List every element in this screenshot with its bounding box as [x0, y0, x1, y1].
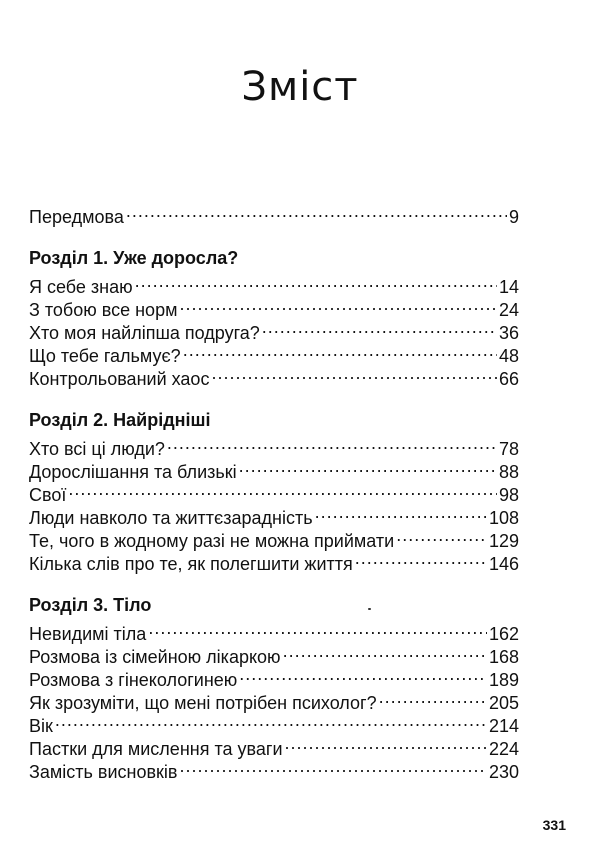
leader-dots: [239, 663, 487, 686]
toc-entry-page: 66: [498, 369, 519, 389]
toc-entry[interactable]: [29, 432, 519, 459]
toc-entry-label: Передмова: [29, 207, 124, 227]
toc-entry-page: 88: [498, 462, 519, 482]
toc-entry-label: Контрольований хаос: [29, 369, 210, 389]
toc-entry[interactable]: [29, 732, 519, 759]
toc-entry-page: 14: [498, 277, 519, 297]
leader-dots: [167, 432, 497, 455]
toc-entry[interactable]: [29, 501, 519, 528]
leader-dots: [183, 339, 497, 362]
toc-entry-page: 9: [508, 207, 519, 227]
toc-entry-page: 230: [488, 762, 519, 782]
toc-entry[interactable]: [29, 709, 519, 736]
table-of-contents: [29, 200, 519, 782]
toc-entry-label: Невидимі тіла: [29, 624, 147, 644]
toc-entry[interactable]: [29, 478, 519, 505]
toc-entry-label: Розмова з гінекологинею: [29, 670, 238, 690]
toc-entry-label: Як зрозуміти, що мені потрібен психолог?: [29, 693, 377, 713]
toc-entry-label: Хто всі ці люди?: [29, 439, 165, 459]
leader-dots: [179, 755, 487, 778]
toc-entry-page: 98: [498, 485, 519, 505]
toc-entry-label: Розмова із сімейною лікаркою: [29, 647, 281, 667]
toc-entry-label: Те, чого в жодному разі не можна приймати: [29, 531, 395, 551]
toc-entry-label: Люди навколо та життєзарадність: [29, 508, 313, 528]
leader-dots: [55, 709, 487, 732]
toc-entry-page: 189: [488, 670, 519, 690]
leader-dots: [148, 617, 487, 640]
leader-dots: [179, 293, 497, 316]
leader-dots: [355, 547, 487, 570]
toc-entry-page: 48: [498, 346, 519, 366]
toc-entry-label: Кілька слів про те, як полегшити життя: [29, 554, 353, 574]
leader-dots: [126, 200, 507, 223]
toc-entry-page: 214: [488, 716, 519, 736]
toc-entry-page: 162: [488, 624, 519, 644]
toc-entry-page: 205: [488, 693, 519, 713]
toc-entry-page: 168: [488, 647, 519, 667]
toc-entry-page: 108: [488, 508, 519, 528]
toc-entry-label: Вік: [29, 716, 53, 736]
section-heading: Розділ 2. Найрідніші: [29, 410, 211, 430]
leader-dots: [396, 524, 487, 547]
toc-entry-label: З тобою все норм: [29, 300, 178, 320]
toc-entry-label: Я себе знаю: [29, 277, 133, 297]
toc-entry-page: 224: [488, 739, 519, 759]
page-number: 331: [542, 817, 566, 833]
leader-dots: [283, 640, 487, 663]
toc-entry-label: Хто моя найліпша подруга?: [29, 323, 260, 343]
leader-dots: [285, 732, 487, 755]
leader-dots: [262, 316, 497, 339]
section-heading: Розділ 1. Уже доросла?: [29, 248, 239, 268]
toc-entry-page: 24: [498, 300, 519, 320]
toc-entry-foreword[interactable]: [29, 200, 519, 227]
toc-entry-page: 129: [488, 531, 519, 551]
leader-dots: [315, 501, 487, 524]
toc-entry-label: Свої: [29, 485, 67, 505]
toc-entry-label: Дорослішання та близькі: [29, 462, 237, 482]
leader-dots: [68, 478, 497, 501]
toc-entry-label: Що тебе гальмує?: [29, 346, 181, 366]
toc-entry-page: 36: [498, 323, 519, 343]
toc-entry[interactable]: [29, 270, 519, 297]
section-heading: Розділ 3. Тіло: [29, 595, 152, 615]
toc-entry-page: 78: [498, 439, 519, 459]
toc-entry-page: 146: [488, 554, 519, 574]
page-title: Зміст: [241, 64, 359, 110]
leader-dots: [239, 455, 497, 478]
toc-entry-label: Замість висновків: [29, 762, 178, 782]
leader-dots: [135, 270, 497, 293]
leader-dots: [379, 686, 487, 709]
toc-entry-label: Пастки для мислення та уваги: [29, 739, 283, 759]
leader-dots: [211, 362, 497, 385]
toc-entry[interactable]: [29, 617, 519, 644]
print-speck: [368, 608, 371, 610]
